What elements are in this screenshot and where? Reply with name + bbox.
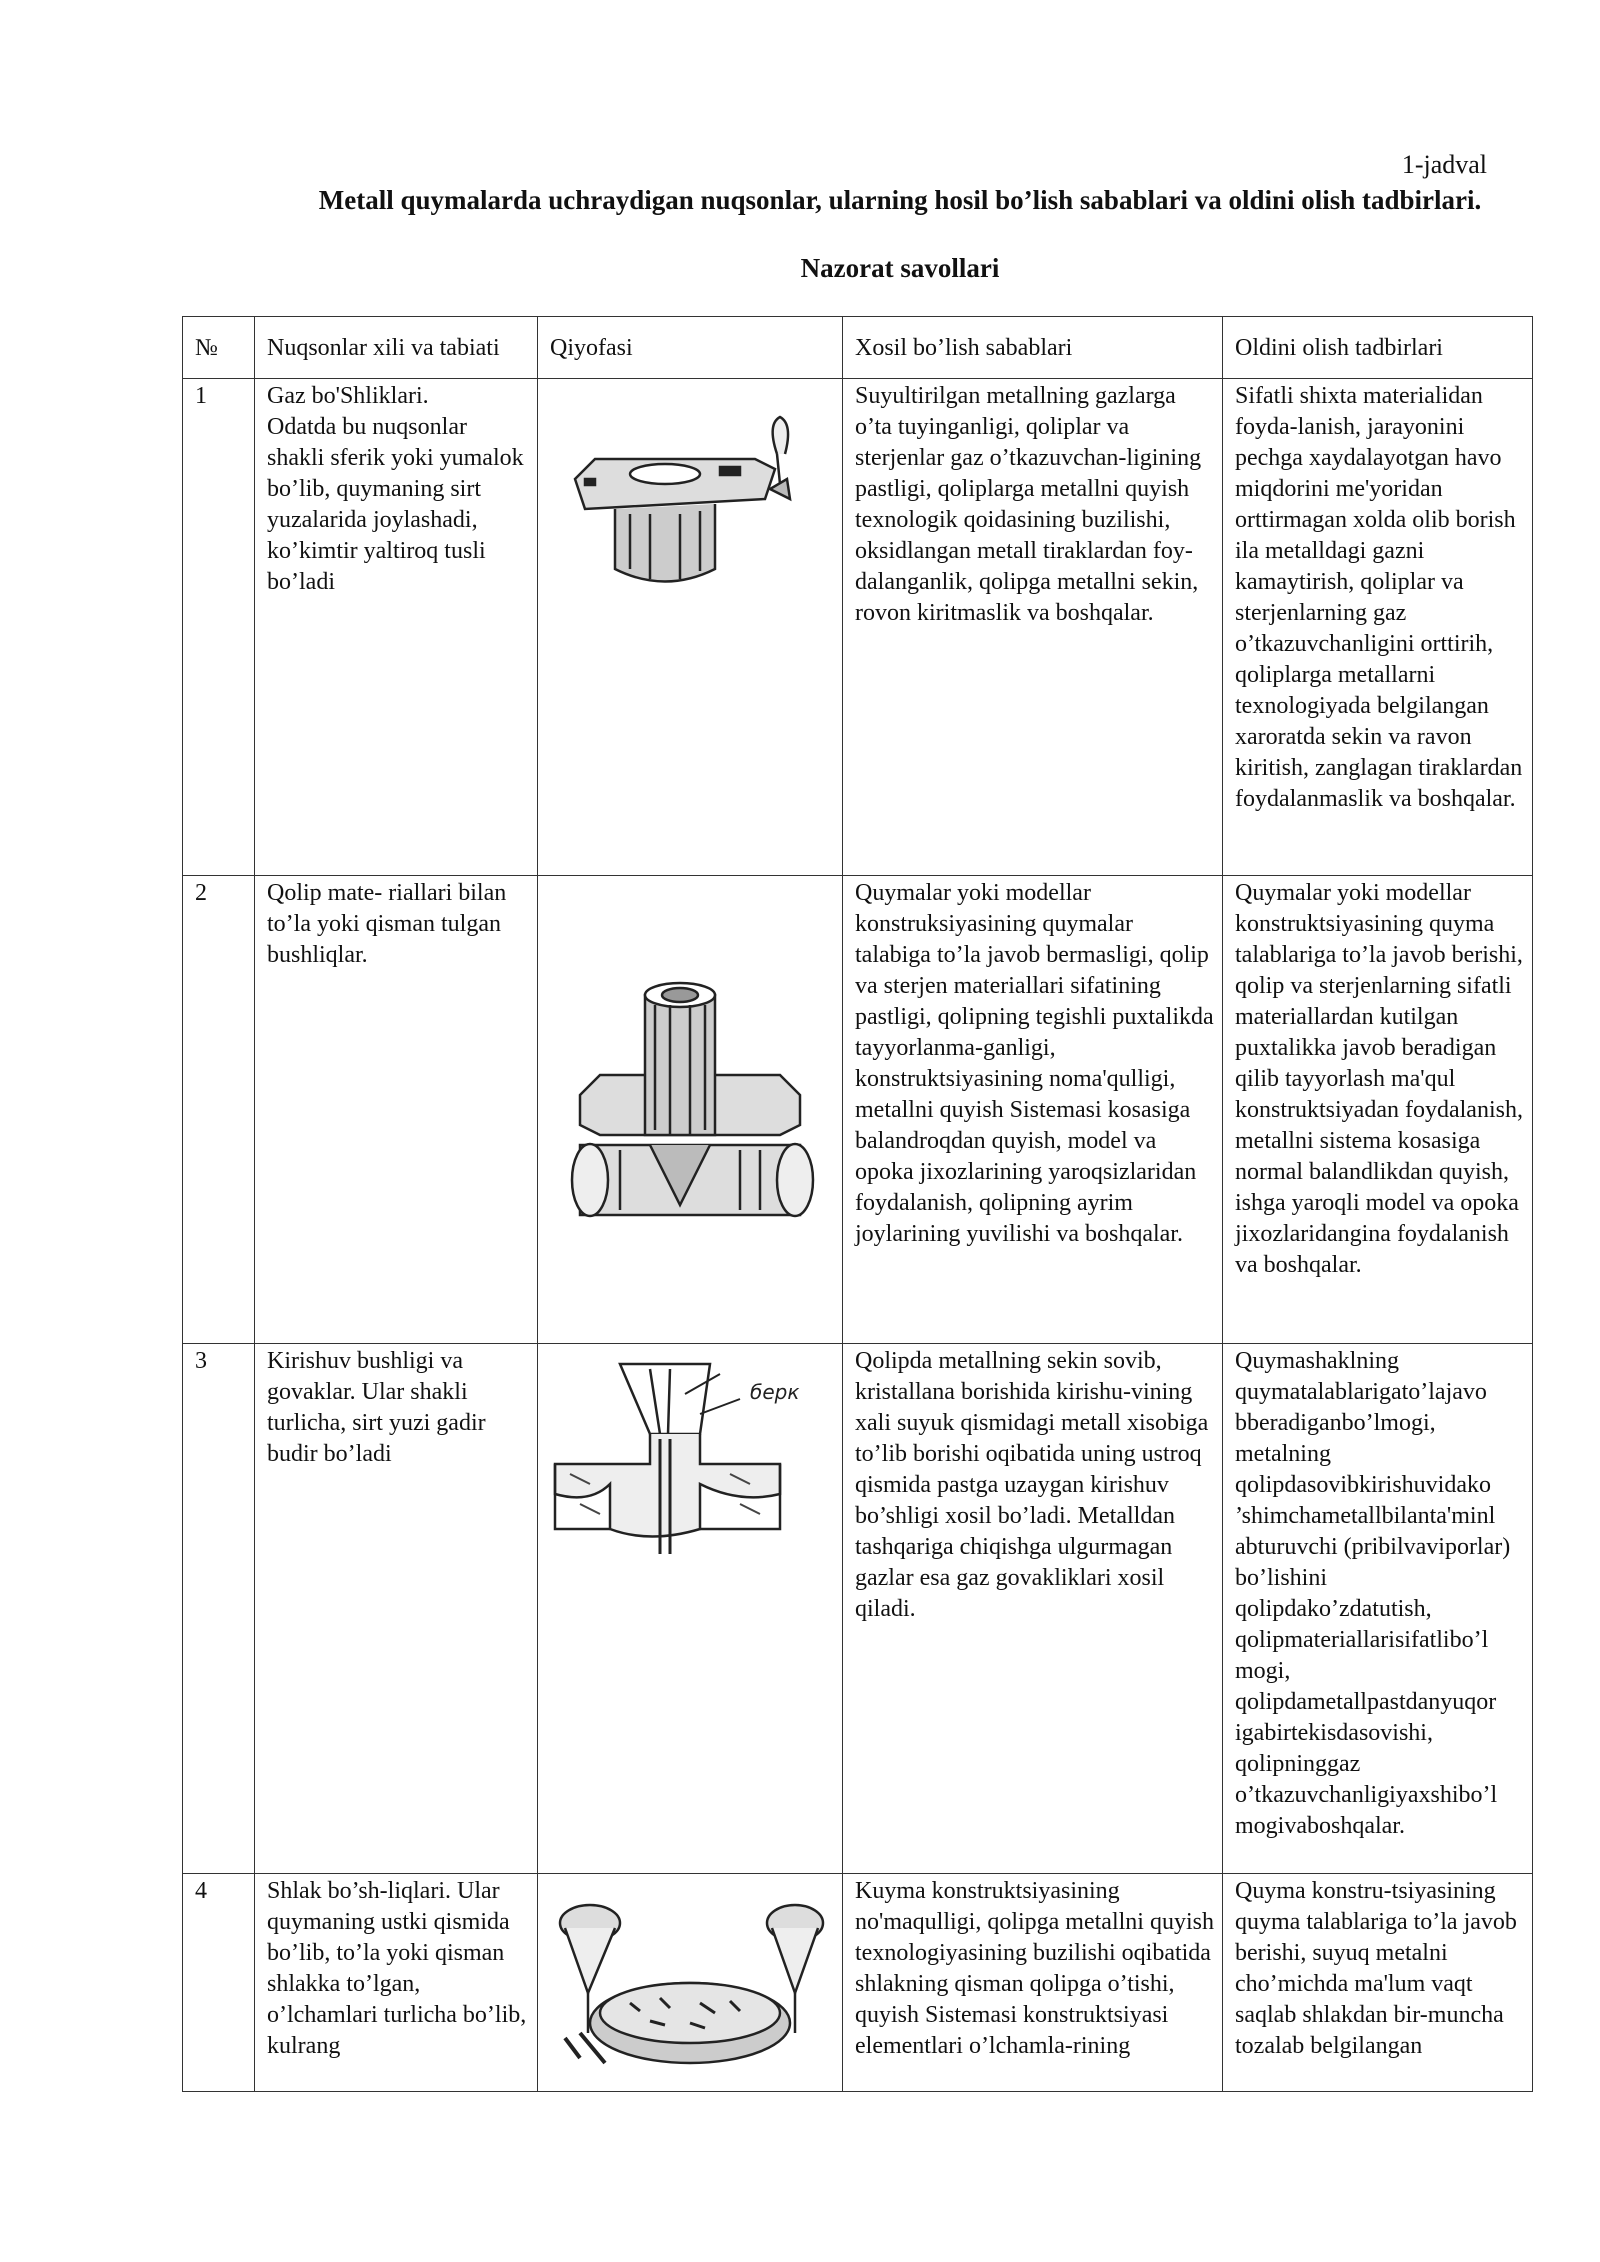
casting-illustration-icon xyxy=(555,399,825,599)
casting-illustration-icon xyxy=(550,1893,830,2073)
defect-prevention: Quymashaklning quymatalablarigato’lajavo bberadiganbo’lmogi, metalning qolipdasovibkirishuvidako ’shimchametallbilanta'minl abturuvchi (pribilvaviporlar) bo’lishini qolipdako’zdatutish, qolipmateriallarisifatlibo’l mogi, qolipdametallpastdanyuqor igabirtekisdasovishi, qolipninggaz o’tkazuvchanligiyaxshibo’l mogivaboshqalar. xyxy=(1223,1344,1533,1874)
figure-label-berk: берк xyxy=(750,1380,800,1404)
document-title: Metall quymalarda uchraydigan nuqsonlar, ularning hosil bo’lish sabablari va oldini olish tadbirlari. xyxy=(318,185,1482,215)
row-number: 3 xyxy=(183,1344,255,1874)
defect-figure-gas-porosity xyxy=(538,379,843,876)
table-row xyxy=(183,1874,1533,2092)
table-header-row xyxy=(183,317,1533,379)
defect-figure-shrinkage xyxy=(538,1344,843,1874)
header-num: № xyxy=(183,317,255,379)
defect-prevention: Quymalar yoki modellar konstruktsiyasining quyma talablariga to’la javob berishi, qolip va sterjenlarning sifatli materiallardan kutilgan puxtalikka javob beradigan qilib tayyorlash ma'qul konstruktsiyadan foydalanish, metallni sistema kosasiga normal balandlikdan quyish, ishga yaroqli model va opoka jixozlaridangina foydalanish va boshqalar. xyxy=(1223,876,1533,1344)
table-row xyxy=(183,1344,1533,1874)
document-subtitle: Nazorat savollari xyxy=(800,253,1000,283)
casting-illustration-icon xyxy=(550,1354,830,1574)
header-causes: Xosil bo’lish sabablari xyxy=(843,317,1223,379)
defect-type: Shlak bo’sh-liqlari. Ular quymaning ustki qismida bo’lib, to’la yoki qisman shlakka to’lgan, o’lchamlari turlicha bo’lib, kulrang xyxy=(255,1874,538,2092)
table-row xyxy=(183,379,1533,876)
row-number: 4 xyxy=(183,1874,255,2092)
header-prevention: Oldini olish tadbirlari xyxy=(1223,317,1533,379)
defect-cause: Suyultirilgan metallning gazlarga o’ta tuyinganligi, qoliplar va sterjenlar gaz o’tkazuvchan-ligining pastligi, qoliplarga metallni quyish texnologik qoidasining buzilishi, oksidlangan metall tiraklardan foy-dalanganlik, qolipga metallni sekin, rovon kiritmaslik va boshqalar. xyxy=(843,379,1223,876)
defect-figure-slag xyxy=(538,1874,843,2092)
row-number: 1 xyxy=(183,379,255,876)
casting-illustration-icon xyxy=(560,975,820,1245)
defect-type: Qolip mate- riallari bilan to’la yoki qisman tulgan bushliqlar. xyxy=(255,876,538,1344)
defect-cause: Qolipda metallning sekin sovib, kristallana borishida kirishu-vining xali suyuk qismidagi metall xisobiga to’lib borishi oqibatida uning ustroq qismida pastga uzaygan kirishuv bo’shligi xosil bo’ladi. Metalldan tashqariga chiqishga ulgurmagan gazlar esa gaz govakliklari xosil qiladi. xyxy=(843,1344,1223,1874)
table-number-label: 1-jadval xyxy=(1401,150,1487,179)
table-row xyxy=(183,876,1533,1344)
defect-type: Gaz bo'Shliklari. Odatda bu nuqsonlar shakli sferik yoki yumalok bo’lib, quymaning sirt yuzalarida joylashadi, ko’kimtir yaltiroq tusli bo’ladi xyxy=(255,379,538,876)
defect-prevention: Quyma konstru-tsiyasining quyma talablariga to’la javob berishi, suyuq metalni cho’michda ma'lum vaqt saqlab shlakdan bir-muncha tozalab belgilangan xyxy=(1223,1874,1533,2092)
defect-cause: Kuyma konstruktsiyasining no'maqulligi, qolipga metallni quyish texnologiyasining buzilishi oqibatida shlakning qisman qolipga o’tishi, quyish Sistemasi konstruktsiyasi elementlari o’lchamla-rining xyxy=(843,1874,1223,2092)
header-defect-type: Nuqsonlar xili va tabiati xyxy=(255,317,538,379)
defect-type: Kirishuv bushligi va govaklar. Ular shakli turlicha, sirt yuzi gadir budir bo’ladi xyxy=(255,1344,538,1874)
defects-table xyxy=(182,316,1533,2092)
defect-cause: Quymalar yoki modellar konstruksiyasining quymalar talabiga to’la javob bermasligi, qolip va sterjen materiallari sifatining pastligi, qolipning tegishli puxtalikda tayyorlanma-ganligi, konstruktsiyasining noma'qulligi, metallni quyish Sistemasi kosasiga balandroqdan quyish, model va opoka jixozlarining yaroqsizlaridan foydalanish, qolipning ayrim joylarining yuvilishi va boshqalar. xyxy=(843,876,1223,1344)
defect-prevention: Sifatli shixta materialidan foyda-lanish, jarayonini pechga xaydalayotgan havo miqdorini me'yoridan orttirmagan xolda olib borish ila metalldagi gazni kamaytirish, qoliplar va sterjenlarning gaz o’tkazuvchanligini orttirih, qoliplarga metallarni texnologiyada belgilangan xaroratda sekin va ravon kiritish, zanglagan tiraklardan foydalanmaslik va boshqalar. xyxy=(1223,379,1533,876)
row-number: 2 xyxy=(183,876,255,1344)
header-appearance: Qiyofasi xyxy=(538,317,843,379)
defect-figure-mold-material xyxy=(538,876,843,1344)
